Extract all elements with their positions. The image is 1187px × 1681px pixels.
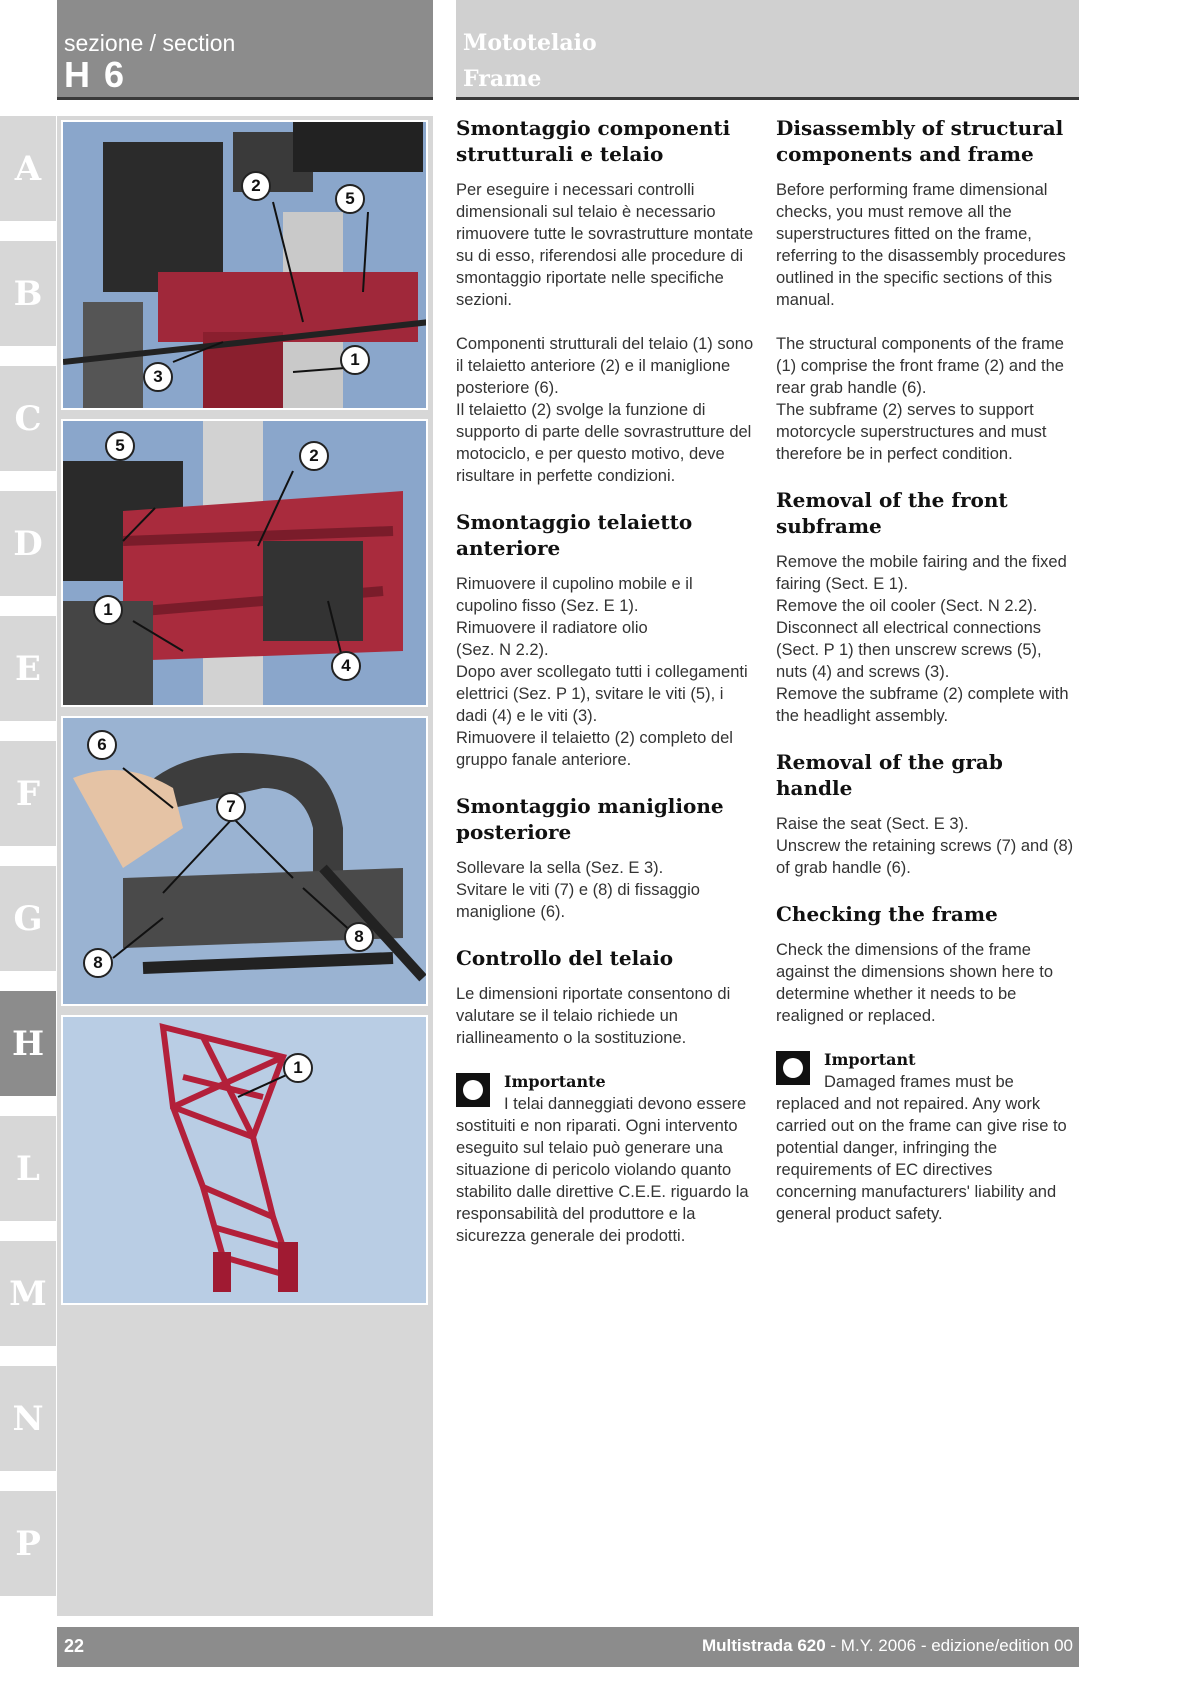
callout-5: 5 — [105, 431, 135, 461]
page-footer — [57, 1627, 1079, 1667]
tab-a[interactable]: A — [0, 116, 56, 226]
tab-p[interactable]: P — [0, 1491, 56, 1601]
callout-1: 1 — [93, 595, 123, 625]
tab-f[interactable]: F — [0, 741, 56, 851]
page-title-bar — [456, 0, 1079, 100]
para-it-3: Rimuovere il cupolino mobile e il cupolino fisso (Sez. E 1). Rimuovere il radiatore olio (Sez. N 2.2). Dopo aver scollegato tutti i collegamenti elettrici (Sez. P 1), svitare le viti (5), i dadi (4) e le viti (3). Rimuovere il telaietto (2) completo del gruppo fanale anteriore. — [456, 575, 748, 769]
heading-en-front-subframe: Removal of the front subframe — [776, 488, 1008, 538]
note-en — [776, 1049, 1076, 1225]
para-it-1: Per eseguire i necessari controlli dimensionali sul telaio è necessario rimuovere tutte le sovrastrutture montate su di esso, riferendosi alle procedure di smontaggio riportate nelle specifiche sezioni. — [456, 181, 754, 309]
model-edition — [702, 1636, 1073, 1656]
callout-6: 6 — [87, 730, 117, 760]
para-it-5: Le dimensioni riportate consentono di valutare se il telaio richiede un riallineamento o la sostituzione. — [456, 985, 731, 1047]
callout-1: 1 — [283, 1053, 313, 1083]
note-it — [456, 1071, 756, 1247]
photo-bare-frame — [61, 1015, 428, 1305]
tab-m[interactable]: M — [0, 1241, 56, 1351]
callout-2: 2 — [241, 171, 271, 201]
heading-en-grab-handle: Removal of the grab handle — [776, 750, 1003, 800]
section-code: H 6 — [64, 54, 127, 95]
tab-d[interactable]: D — [0, 491, 56, 601]
para-en-2: The structural components of the frame (1) comprise the front frame (2) and the rear grab handle (6). The subframe (2) serves to support motorcycle superstructures and must therefore be in perfect condition. — [776, 335, 1064, 463]
model-name: Multistrada 620 — [701, 1636, 826, 1655]
page-number: 22 — [64, 1636, 85, 1656]
para-it-2: Componenti strutturali del telaio (1) sono il telaietto anteriore (2) e il maniglione posteriore (6). Il telaietto (2) svolge la funzione di supporto di parte delle sovrastrutture del motociclo, e per questo motivo, deve risultare in perfette condizioni. — [456, 335, 754, 485]
heading-it-front-subframe: Smontaggio telaietto anteriore — [456, 510, 693, 560]
heading-it-disassembly: Smontaggio componenti strutturali e telaio — [456, 116, 731, 166]
heading-it-check: Controllo del telaio — [456, 946, 674, 970]
tab-h[interactable]: H — [0, 991, 56, 1101]
note-it-text: I telai danneggiati devono essere sostituiti e non riparati. Ogni intervento eseguito sul telaio può generare una situazione di pericolo violando quanto stabilito dalle direttive C.E.E. riguardo la responsabilità del produttore e la sicurezza generale dei prodotti. — [456, 1095, 749, 1245]
page-title-it: Mototelaio — [463, 30, 597, 56]
photo-grab-handle — [61, 716, 428, 1006]
callout-8: 8 — [83, 948, 113, 978]
photo-front-subframe — [61, 120, 428, 410]
para-en-3: Remove the mobile fairing and the fixed fairing (Sect. E 1). Remove the oil cooler (Sect. N 2.2). Disconnect all electrical connections (Sect. P 1) then unscrew screws (5), nuts (4) and screws (3). Remove the subframe (2) complete with the headlight assembly. — [776, 553, 1069, 725]
tab-e[interactable]: E — [0, 616, 56, 726]
photo-column — [57, 116, 433, 1616]
heading-en-disassembly: Disassembly of structural components and frame — [776, 116, 1064, 166]
para-en-1: Before performing frame dimensional checks, you must remove all the superstructures fitted on the frame, referring to the disassembly procedures outlined in the specific sections of this manual. — [776, 181, 1066, 309]
note-en-title: Important — [824, 1050, 916, 1069]
callout-8: 8 — [344, 922, 374, 952]
tab-c[interactable]: C — [0, 366, 56, 476]
callout-4: 4 — [331, 651, 361, 681]
para-it-4: Sollevare la sella (Sez. E 3). Svitare le viti (7) e (8) di fissaggio maniglione (6). — [456, 859, 700, 921]
para-en-4: Raise the seat (Sect. E 3). Unscrew the retaining screws (7) and (8) of grab handle (6). — [776, 815, 1074, 877]
warning-bullet-icon — [776, 1051, 810, 1085]
note-it-title: Importante — [504, 1072, 606, 1091]
section-header — [57, 0, 433, 100]
section-label: sezione / section — [64, 30, 236, 56]
para-en-5: Check the dimensions of the frame against the dimensions shown here to determine whether it needs to be realigned or replaced. — [776, 941, 1054, 1025]
english-column — [776, 115, 1076, 1225]
callout-7: 7 — [216, 792, 246, 822]
warning-bullet-icon — [456, 1073, 490, 1107]
tab-l[interactable]: L — [0, 1116, 56, 1226]
page-title-en: Frame — [463, 66, 542, 92]
callout-2: 2 — [299, 441, 329, 471]
heading-it-grab-handle: Smontaggio maniglione posteriore — [456, 794, 724, 844]
heading-en-check: Checking the frame — [776, 902, 998, 926]
edition-info: - M.Y. 2006 - edizione/edition 00 — [825, 1636, 1073, 1655]
note-en-text: Damaged frames must be replaced and not repaired. Any work carried out on the frame can give rise to potential danger, infringing the requirements of EC directives concerning manufacturers' liability and general product safety. — [776, 1073, 1067, 1223]
photo-front-frame — [61, 419, 428, 707]
tab-n[interactable]: N — [0, 1366, 56, 1476]
callout-1: 1 — [340, 345, 370, 375]
tab-b[interactable]: B — [0, 241, 56, 351]
callout-5: 5 — [335, 184, 365, 214]
tab-g[interactable]: G — [0, 866, 56, 976]
callout-3: 3 — [143, 362, 173, 392]
italian-column — [456, 115, 756, 1247]
